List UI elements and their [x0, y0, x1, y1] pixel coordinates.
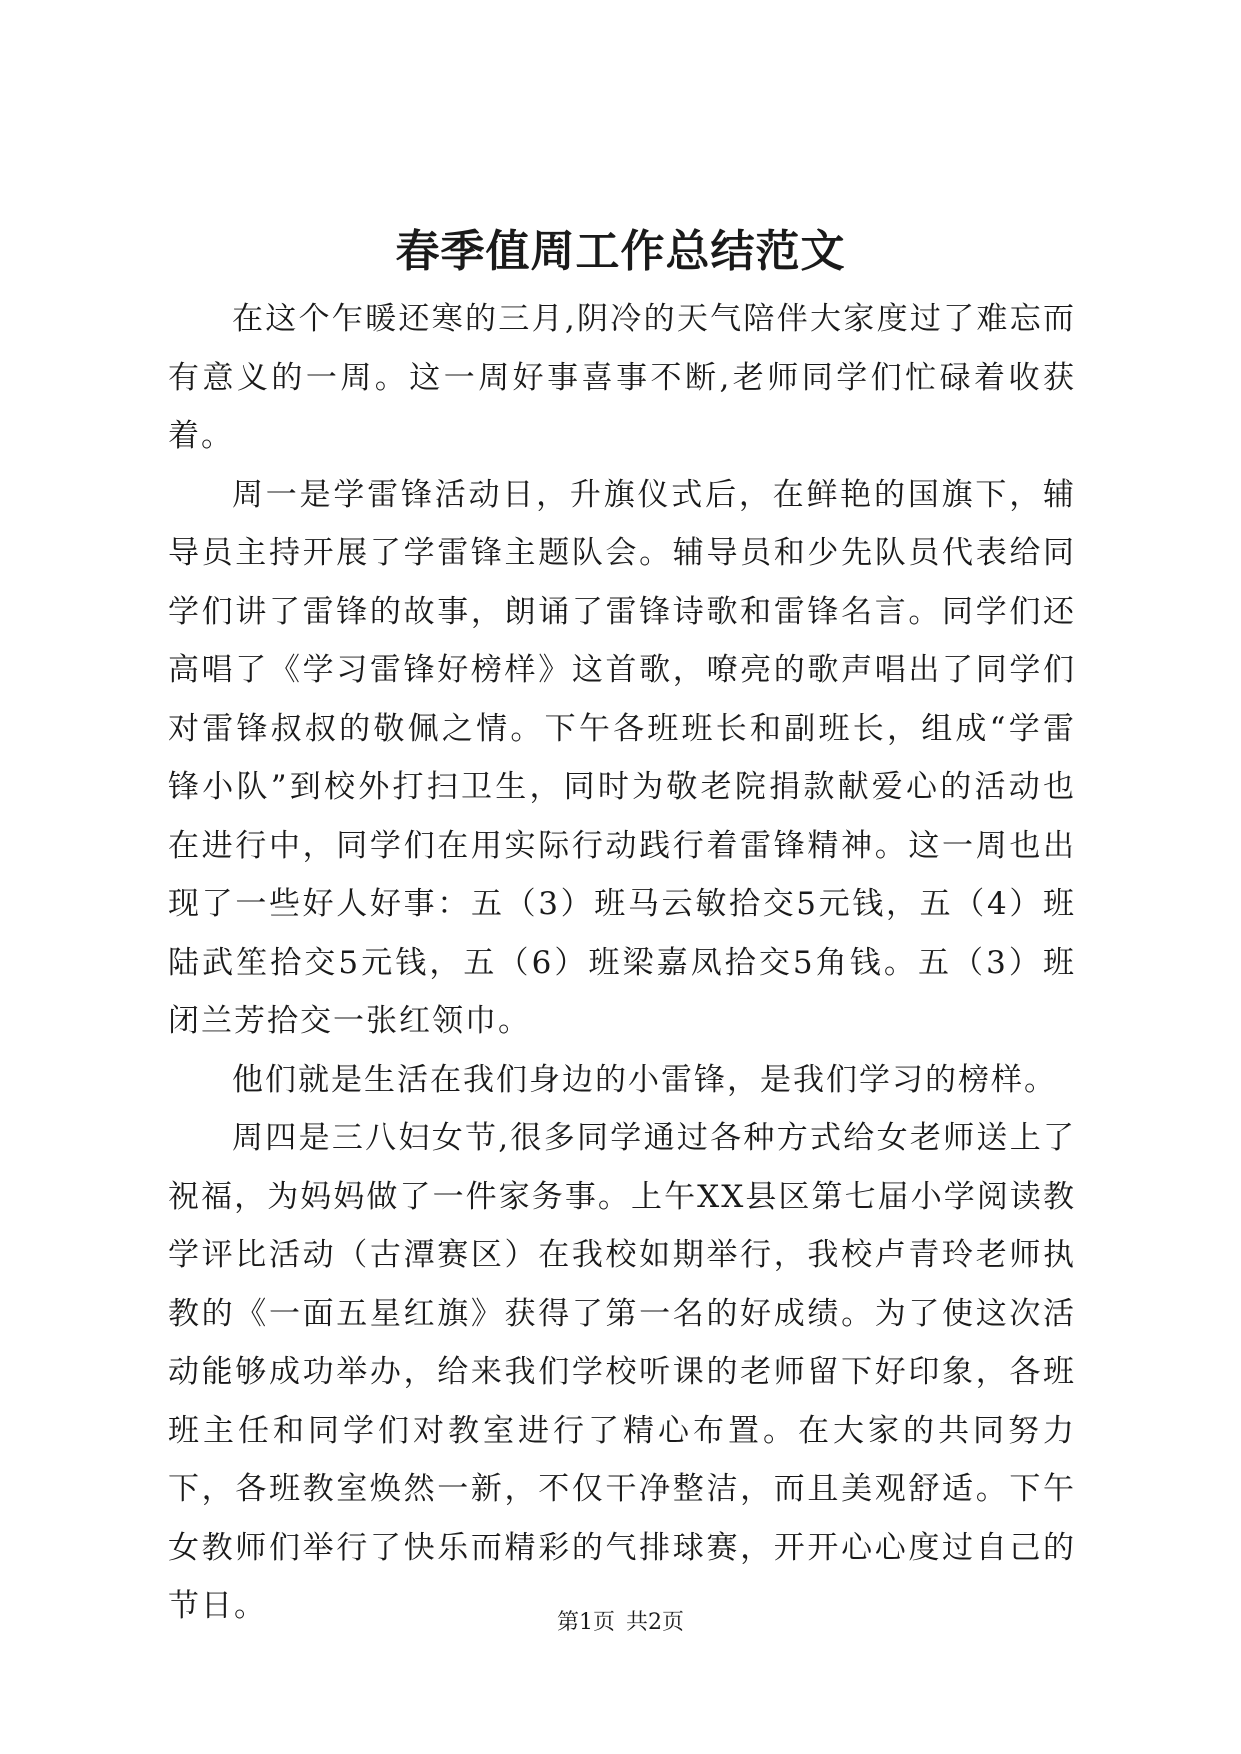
page-number-footer: 第1页 共2页 — [557, 1610, 684, 1635]
paragraph-monday: 周一是学雷锋活动日，升旗仪式后，在鲜艳的国旗下，辅导员主持开展了学雷锋主题队会。辅导员和少先队员代表给同学们讲了雷锋的故事，朗诵了雷锋诗歌和雷锋名言。同学们还高唱了《学习雷锋好榜样》这首歌，嘹亮的歌声唱出了同学们对雷锋叔叔的敬佩之情。下午各班班长和副班长，组成“学雷锋小队”到校外打扫卫生，同时为敬老院捐款献爱心的活动也在进行中，同学们在用实际行动践行着雷锋精神。这一周也出现了一些好人好事：五（3）班马云敏拾交5元钱，五（4）班陆武笙拾交5元钱，五（6）班梁嘉凤拾交5角钱。五（3）班闭兰芳拾交一张红领巾。 — [168, 476, 1076, 1039]
paragraph-thursday: 周四是三八妇女节,很多同学通过各种方式给女老师送上了祝福，为妈妈做了一件家务事。上午XX县区第七届小学阅读教学评比活动（古潭赛区）在我校如期举行，我校卢青玲老师执教的《一面五星红旗》获得了第一名的好成绩。为了使这次活动能够成功举办，给来我们学校听课的老师留下好印象，各班班主任和同学们对教室进行了精心布置。在大家的共同努力下，各班教室焕然一新，不仅干净整洁，而且美观舒适。下午女教师们举行了快乐而精彩的气排球赛，开开心心度过自己的节日。 — [168, 1120, 1076, 1624]
document-body — [168, 290, 1076, 1636]
paragraph-role-models: 他们就是生活在我们身边的小雷锋，是我们学习的榜样。 — [232, 1061, 1057, 1098]
page-title: 春季值周工作总结范文 — [395, 226, 846, 277]
paragraph-intro: 在这个乍暖还寒的三月,阴冷的天气陪伴大家度过了难忘而有意义的一周。这一周好事喜事不断,老师同学们忙碌着收获着。 — [168, 301, 1076, 454]
